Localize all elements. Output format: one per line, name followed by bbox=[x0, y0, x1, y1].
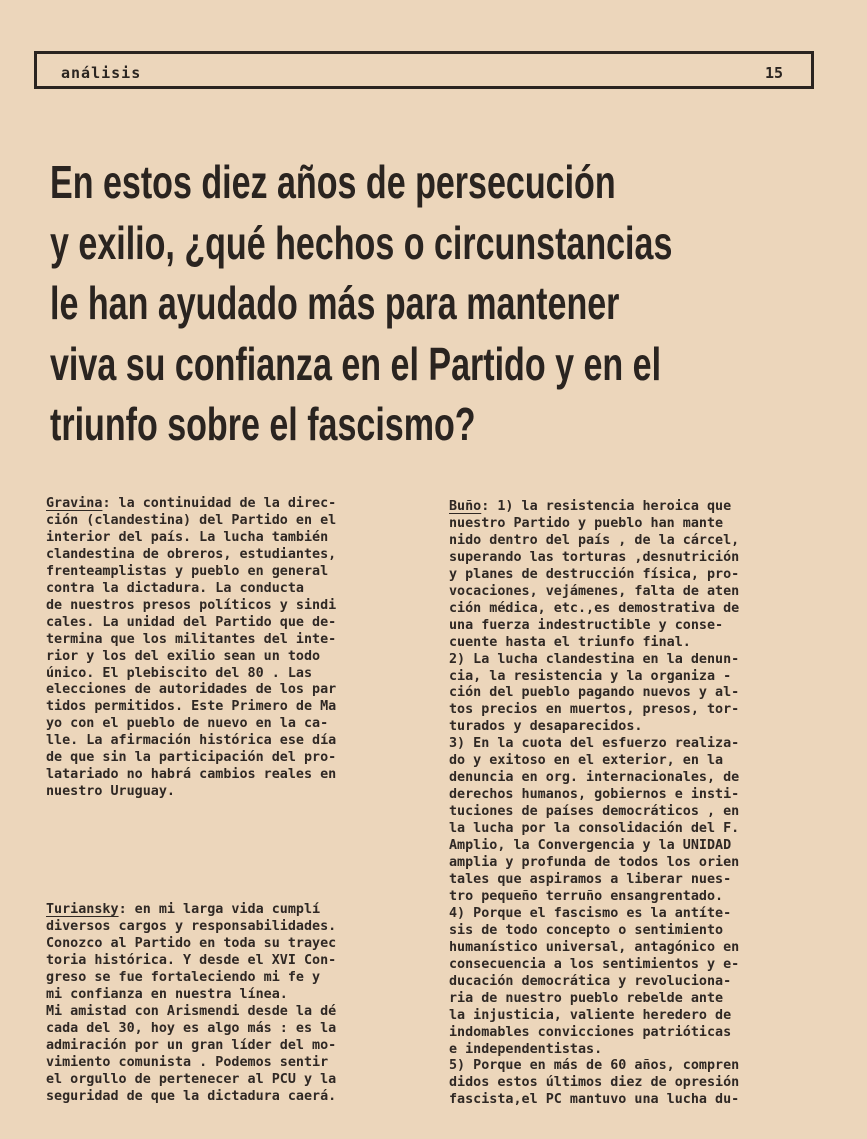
answer-line: admiración por un gran líder del mo- bbox=[46, 1037, 337, 1053]
answer-line: de que sin la participación del pro- bbox=[46, 750, 337, 766]
answer-line: tos precios en muertos, presos, tor- bbox=[449, 702, 740, 718]
answer-line: ción (clandestina) del Partido en el bbox=[46, 512, 337, 528]
answer-line: humanístico universal, antagónico en bbox=[449, 939, 740, 955]
headline-line: y exilio, ¿qué hechos o circunstancias bbox=[50, 216, 673, 269]
answer-line: nido dentro del país , de la cárcel, bbox=[449, 532, 740, 548]
answer-line: vocaciones, vejámenes, falta de aten bbox=[449, 583, 740, 599]
answer-line: do y exitoso en el exterior, en la bbox=[449, 753, 724, 769]
answer-line: sis de todo concepto o sentimiento bbox=[449, 922, 724, 938]
turiansky-answer bbox=[46, 902, 426, 1105]
headline-line: En estos diez años de persecución bbox=[50, 156, 616, 208]
answer-line: turados y desaparecidos. bbox=[449, 719, 643, 735]
answer-line: contra la dictadura. La conducta bbox=[46, 580, 304, 596]
answer-line: cada del 30, hoy es algo más : es la bbox=[46, 1020, 337, 1036]
answer-line: seguridad de que la dictadura caerá. bbox=[46, 1088, 337, 1104]
answer-line: la lucha por la consolidación del F. bbox=[449, 821, 740, 837]
speaker-name: Turiansky bbox=[46, 902, 119, 918]
answer-line: la injusticia, valiente heredero de bbox=[449, 1007, 732, 1023]
headline-line: triunfo sobre el fascismo? bbox=[50, 398, 476, 450]
answer-line: ción médica, etc.,es demostrativa de bbox=[449, 600, 740, 616]
answer-line: elecciones de autoridades de los par bbox=[46, 682, 337, 698]
answer-line: toria histórica. Y desde el XVI Con- bbox=[46, 953, 337, 969]
answer-line: superando las torturas ,desnutrición bbox=[449, 549, 740, 565]
answer-line: 5) Porque en más de 60 años, compren bbox=[449, 1058, 740, 1074]
answer-line: fascista,el PC mantuvo una lucha du- bbox=[449, 1092, 740, 1108]
answer-line: yo con el pueblo de nuevo en la ca- bbox=[46, 716, 329, 732]
answer-line: Mi amistad con Arismendi desde la dé bbox=[46, 1003, 337, 1019]
answer-line: didos estos últimos diez de opresión bbox=[449, 1075, 740, 1091]
answer-line: el orgullo de pertenecer al PCU y la bbox=[46, 1071, 337, 1087]
answer-line: diversos cargos y responsabilidades. bbox=[46, 919, 337, 935]
page-number: 15 bbox=[764, 64, 783, 82]
gravina-answer bbox=[46, 496, 426, 801]
answer-line: interior del país. La lucha también bbox=[46, 529, 329, 545]
answer-line: 3) En la cuota del esfuerzo realiza- bbox=[449, 736, 740, 752]
answer-line: tuciones de países democráticos , en bbox=[449, 804, 740, 820]
answer-line: Conozco al Partido en toda su trayec bbox=[46, 936, 337, 952]
answer-line: termina que los militantes del inte- bbox=[46, 631, 337, 647]
answer-line: 4) Porque el fascismo es la antíte- bbox=[449, 905, 732, 921]
answer-line: derechos humanos, gobiernos e insti- bbox=[449, 787, 740, 803]
left-column bbox=[46, 496, 426, 1106]
answer-line: 2) La lucha clandestina en la denun- bbox=[449, 651, 740, 667]
section-label: análisis bbox=[61, 64, 142, 82]
answer-line: cuente hasta el triunfo final. bbox=[449, 634, 691, 650]
answer-line: y planes de destrucción física, pro- bbox=[449, 566, 740, 582]
answer-line: latariado no habrá cambios reales en bbox=[46, 767, 337, 783]
answer-line: frenteamplistas y pueblo en general bbox=[46, 563, 329, 579]
answer-line: Amplio, la Convergencia y la UNIDAD bbox=[449, 838, 732, 854]
answer-line: único. El plebiscito del 80 . Las bbox=[46, 665, 313, 681]
column-gap bbox=[46, 801, 426, 902]
answer-line: de nuestros presos políticos y sindi bbox=[46, 597, 337, 613]
answer-line: Buño: 1) la resistencia heroica que bbox=[449, 499, 732, 514]
answer-line: lle. La afirmación histórica ese día bbox=[46, 733, 337, 749]
answer-line: vimiento comunista . Podemos sentir bbox=[46, 1054, 329, 1070]
speaker-name: Gravina bbox=[46, 496, 103, 511]
answer-line: una fuerza indestructible y conse- bbox=[449, 617, 724, 633]
answer-line: tro pequeño terruño ensangrentado. bbox=[449, 888, 724, 904]
answer-line: tidos permitidos. Este Primero de Ma bbox=[46, 699, 337, 715]
answer-line: ducación democrática y revoluciona- bbox=[449, 973, 732, 989]
answer-line: cales. La unidad del Partido que de- bbox=[46, 614, 337, 630]
answer-line: mi confianza en nuestra línea. bbox=[46, 986, 288, 1002]
page-header bbox=[34, 51, 814, 89]
answer-line: clandestina de obreros, estudiantes, bbox=[46, 546, 337, 562]
answer-line: e independentistas. bbox=[449, 1041, 603, 1057]
answer-line: nuestro Partido y pueblo han mante bbox=[449, 515, 724, 531]
answer-line: tales que aspiramos a liberar nues- bbox=[449, 871, 732, 887]
buno-answer bbox=[449, 499, 829, 1109]
answer-line: ción del pueblo pagando nuevos y al- bbox=[449, 685, 740, 701]
right-column bbox=[449, 499, 829, 1109]
answer-line: consecuencia a los sentimientos y e- bbox=[449, 956, 740, 972]
answer-line: Turiansky: en mi larga vida cumplí bbox=[46, 902, 321, 918]
answer-line: indomables convicciones patrióticas bbox=[449, 1024, 732, 1040]
headline-line: viva su confianza en el Partido y en el bbox=[50, 337, 662, 390]
answer-line: denuncia en org. internacionales, de bbox=[449, 770, 740, 786]
answer-line: greso se fue fortaleciendo mi fe y bbox=[46, 969, 321, 985]
headline-line: le han ayudado más para mantener bbox=[50, 277, 620, 329]
answer-line: amplia y profunda de todos los orien bbox=[449, 855, 740, 871]
answer-line: ria de nuestro pueblo rebelde ante bbox=[449, 990, 724, 1006]
speaker-name: Buño bbox=[449, 499, 482, 514]
headline bbox=[50, 152, 673, 455]
answer-line: cia, la resistencia y la organiza - bbox=[449, 668, 732, 684]
answer-line: nuestro Uruguay. bbox=[46, 784, 175, 800]
answer-line: Gravina: la continuidad de la direc- bbox=[46, 496, 337, 511]
answer-line: rior y los del exilio sean un todo bbox=[46, 648, 321, 664]
